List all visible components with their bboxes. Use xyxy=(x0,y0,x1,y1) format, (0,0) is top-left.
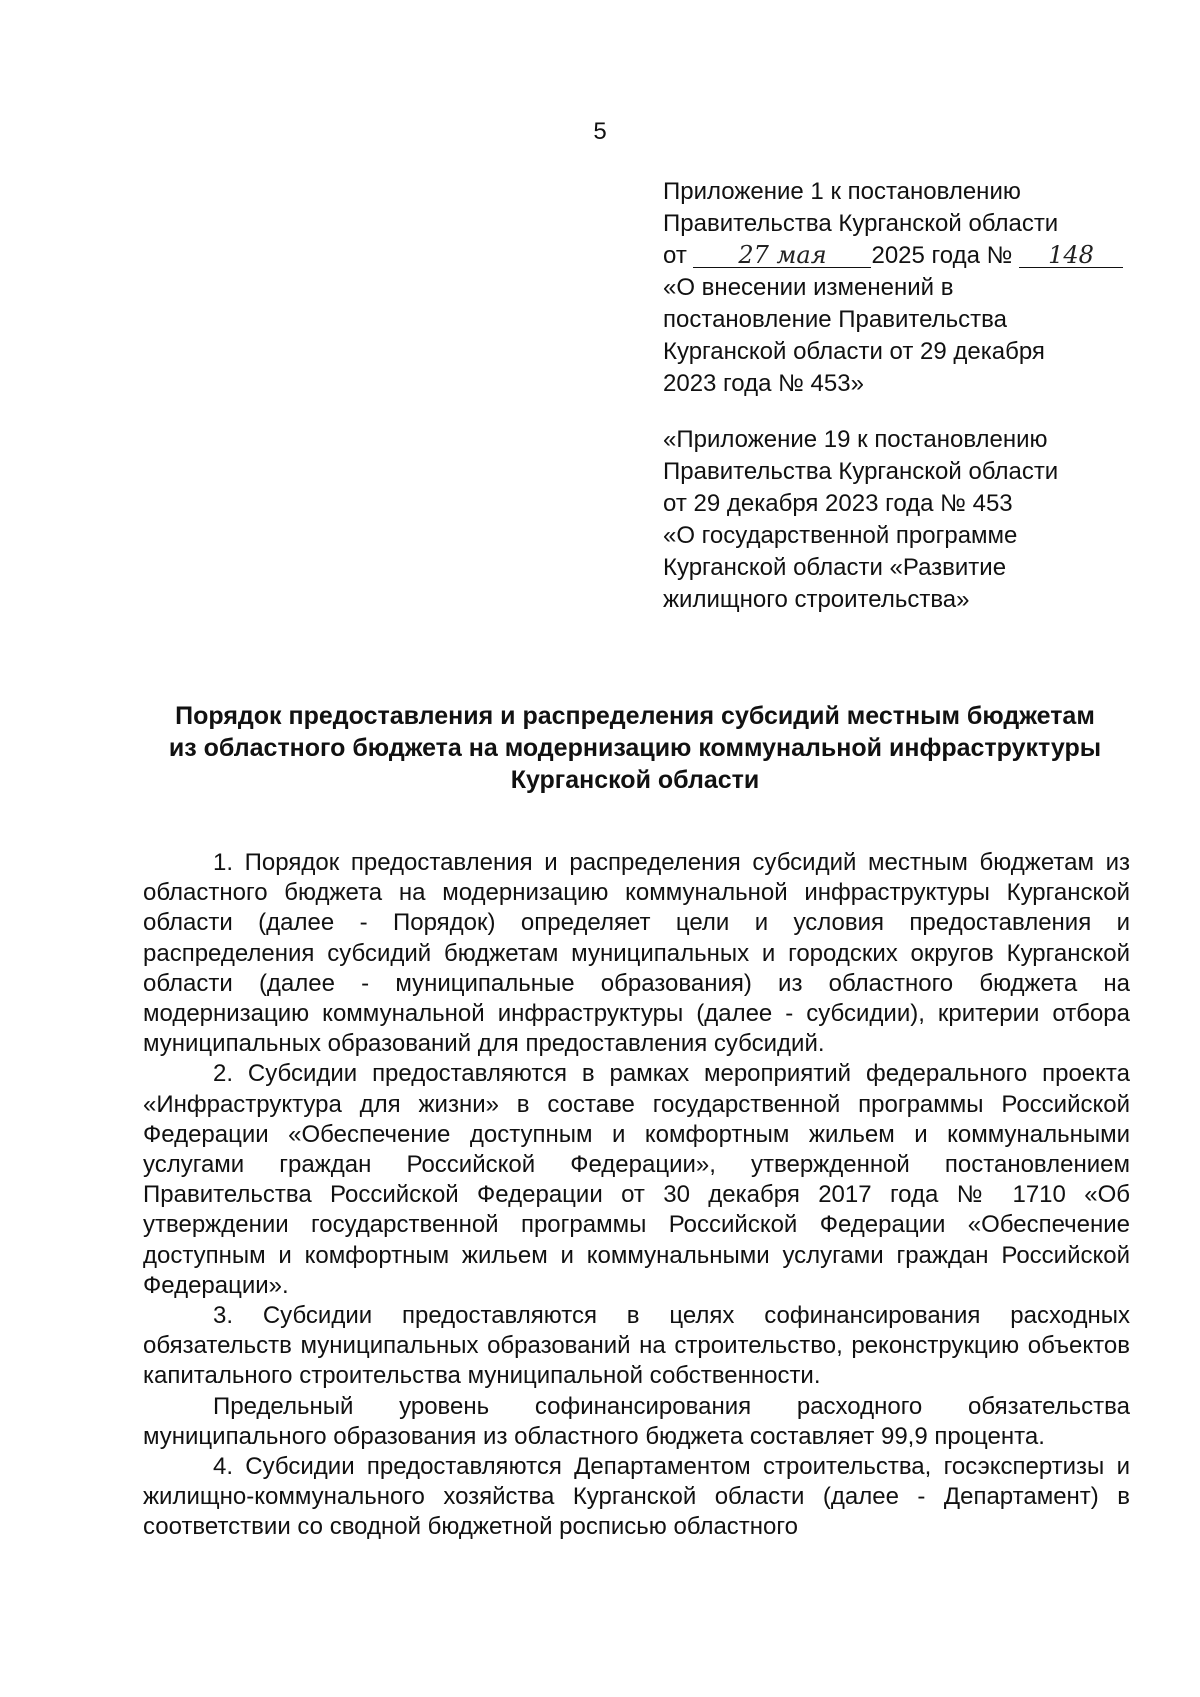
paragraph-1: 1. Порядок предоставления и распределения субсидий местным бюджетам из областного бюджета на модернизацию коммунальной инфраструктуры Курганской области (далее - Порядок) определяет цели и условия предоставления и распределения субсидий бюджетам муниципальных и городских округов Курганской области (далее - муниципальные образования) из областного бюджета на модернизацию коммунальной инфраструктуры (далее - субсидии), критерии отбора муниципальных образований для предоставления субсидий. xyxy=(143,849,1130,1058)
handwritten-number: 148 xyxy=(1019,243,1123,268)
appendix-1-line: постановление Правительства xyxy=(663,306,1007,333)
appendix-1-line: «О внесении изменений в xyxy=(663,274,954,301)
document-title xyxy=(140,700,1130,796)
title-line: Порядок предоставления и распределения субсидий местным бюджетам xyxy=(175,702,1095,730)
appendix-1-line: Правительства Курганской области xyxy=(663,210,1059,237)
appendix-2-line: жилищного строительства» xyxy=(663,586,970,613)
page-number: 5 xyxy=(593,118,607,145)
appendix-2-line: от 29 декабря 2023 года № 453 xyxy=(663,490,1013,517)
appendix-2-block xyxy=(663,424,1133,616)
appendix-2-line: Правительства Курганской области xyxy=(663,458,1059,485)
date-prefix: от xyxy=(663,242,687,269)
handwritten-date: 27 мая xyxy=(693,243,871,268)
appendix-1-line: Приложение 1 к постановлению xyxy=(663,178,1021,205)
title-line: Курганской области xyxy=(510,766,760,794)
appendix-1-line: 2023 года № 453» xyxy=(663,370,864,397)
document-body xyxy=(143,848,1130,1543)
appendix-1-line: Курганской области от 29 декабря xyxy=(663,338,1045,365)
paragraph-2: 2. Субсидии предоставляются в рамках мероприятий федерального проекта «Инфраструктура для жизни» в составе государственной программы Российской Федерации «Обеспечение доступным и комфортным жильем и коммунальными услугами граждан Российской Федерации», утвержденной постановлением Правительства Российской Федерации от 30 декабря 2017 года № 1710 «Об утверждении государственной программы Российской Федерации «Обеспечение доступным и комфортным жильем и коммунальными услугами граждан Российской Федерации». xyxy=(143,1060,1130,1299)
appendix-2-line: Курганской области «Развитие xyxy=(663,554,1007,581)
paragraph-4: 4. Субсидии предоставляются Департаментом строительства, госэкспертизы и жилищно-коммунального хозяйства Курганской области (далее - Департамент) в соответствии со сводной бюджетной росписью областного xyxy=(143,1453,1130,1541)
appendix-2-line: «Приложение 19 к постановлению xyxy=(663,426,1048,453)
paragraph-3: 3. Субсидии предоставляются в целях софинансирования расходных обязательств муниципальных образований на строительство, реконструкцию объектов капитального строительства муниципальной собственности. xyxy=(143,1302,1130,1390)
appendix-1-block xyxy=(663,176,1133,400)
appendix-2-line: «О государственной программе xyxy=(663,522,1018,549)
title-line: из областного бюджета на модернизацию коммунальной инфраструктуры xyxy=(168,734,1102,762)
paragraph-3-cofinancing: Предельный уровень софинансирования расходного обязательства муниципального образования из областного бюджета составляет 99,9 процента. xyxy=(143,1392,1130,1450)
appendix-1-date-line xyxy=(663,240,1133,272)
date-year: 2025 года № xyxy=(871,242,1013,269)
